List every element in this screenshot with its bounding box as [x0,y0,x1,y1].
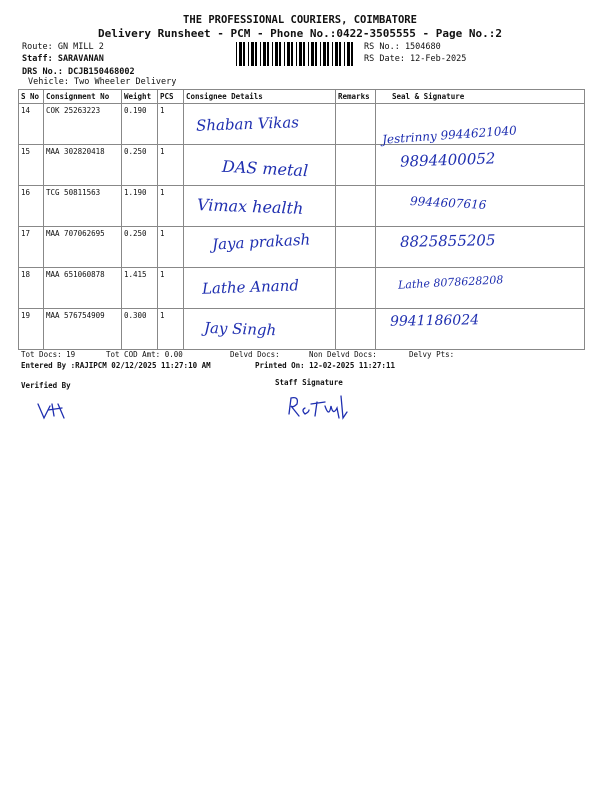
row-sno: 15 [19,145,44,186]
barcode-bar [347,42,350,66]
rs-date: RS Date: 12-Feb-2025 [364,54,467,64]
barcode-bar [291,42,293,66]
handwritten-signature: 9894400052 [399,149,496,171]
barcode-bar [332,42,333,66]
row-sno: 14 [19,104,44,145]
row-pcs: 1 [158,104,184,145]
barcode-bar [296,42,297,66]
company-title: THE PROFESSIONAL COURIERS, COIMBATORE [183,14,417,26]
handwritten-consignee: Jay Singh [203,318,277,340]
barcode-bar [263,42,266,66]
route-label: Route: GN MILL 2 [22,42,104,52]
row-pcs: 1 [158,186,184,227]
barcode-bar [275,42,278,66]
row-remarks [336,227,376,268]
barcode-bar [236,42,237,66]
handwritten-consignee: Shaban Vikas [195,113,300,135]
handwritten-consignee: Jaya prakash [211,230,311,254]
barcode-bar [339,42,341,66]
barcode-bar [279,42,281,66]
barcode-bar [251,42,254,66]
barcode-bar [351,42,353,66]
handwritten-signature: 8825855205 [399,231,496,251]
row-weight: 0.250 [122,145,158,186]
row-sno: 17 [19,227,44,268]
row-consignment: COK 25263223 [44,104,122,145]
row-remarks [336,104,376,145]
table-header-row [19,90,585,104]
barcode-bar [311,42,314,66]
col-header-pcs: PCS [158,90,184,104]
handwritten-signature: Lathe 8078628208 [397,273,504,292]
staff-signature-mark [285,388,355,424]
row-remarks [336,309,376,350]
barcode-bar [327,42,329,66]
barcode-bar [287,42,290,66]
barcode-bar [239,42,242,66]
col-header-seal: Seal & Signature [376,90,585,104]
runsheet-subtitle: Delivery Runsheet - PCM - Phone No.:0422-3505555 - Page No.:2 [98,27,502,40]
barcode-bar [335,42,338,66]
row-pcs: 1 [158,227,184,268]
barcode-bar [323,42,326,66]
row-consignment: TCG 50811563 [44,186,122,227]
row-sno: 16 [19,186,44,227]
non-delivered-docs: Non Delvd Docs: [309,350,377,359]
row-weight: 1.190 [122,186,158,227]
total-docs: Tot Docs: 19 [21,350,76,359]
table-row [19,309,585,350]
barcode-bar [260,42,261,66]
row-pcs: 1 [158,145,184,186]
row-weight: 0.190 [122,104,158,145]
handwritten-consignee: DAS metal [221,156,309,181]
row-pcs: 1 [158,309,184,350]
staff-label: Staff: SARAVANAN [22,54,104,64]
verified-by-label: Verified By [21,381,71,390]
col-header-weight: Weight [122,90,158,104]
entered-by: Entered By :RAJIPCM 02/12/2025 11:27:10 AM [21,361,211,370]
delivered-docs: Delvd Docs: [230,350,280,359]
row-consignment: MAA 651060878 [44,268,122,309]
barcode-bar [248,42,249,66]
barcode-bar [344,42,345,66]
row-sno: 19 [19,309,44,350]
rs-number: RS No.: 1504680 [364,42,441,52]
col-header-consignment: Consignment No [44,90,122,104]
barcode-bar [284,42,285,66]
row-consignment: MAA 302820418 [44,145,122,186]
barcode-bar [315,42,317,66]
handwritten-signature: Jestrinny 9944621040 [381,123,518,147]
delivery-points: Delvy Pts: [409,350,455,359]
barcode-bar [272,42,273,66]
row-remarks [336,145,376,186]
printed-on: Printed On: 12-02-2025 11:27:11 [255,361,395,370]
col-header-remarks: Remarks [336,90,376,104]
col-header-sno: S No [19,90,44,104]
barcode-image [236,42,356,66]
row-remarks [336,186,376,227]
vehicle-label: Vehicle: Two Wheeler Delivery [28,77,177,87]
total-cod-amount: Tot COD Amt: 0.00 [106,350,183,359]
barcode-bar [299,42,302,66]
barcode-bar [255,42,257,66]
barcode-bar [320,42,321,66]
verifier-signature-mark [34,398,70,424]
drs-number: DRS No.: DCJB150468002 [22,67,135,77]
barcode-bar [267,42,269,66]
barcode-bar [308,42,309,66]
row-weight: 0.250 [122,227,158,268]
row-weight: 1.415 [122,268,158,309]
handwritten-signature: 9944607616 [409,194,487,212]
row-remarks [336,268,376,309]
row-sno: 18 [19,268,44,309]
staff-signature-label: Staff Signature [275,378,343,387]
row-weight: 0.300 [122,309,158,350]
handwritten-consignee: Lathe Anand [201,276,300,298]
handwritten-signature: 9941186024 [389,312,480,330]
col-header-consignee: Consignee Details [184,90,336,104]
barcode-bar [243,42,245,66]
barcode-bar [303,42,305,66]
row-consignment: MAA 576754909 [44,309,122,350]
row-consignment: MAA 707062695 [44,227,122,268]
handwritten-consignee: Vimax health [196,195,304,218]
row-pcs: 1 [158,268,184,309]
